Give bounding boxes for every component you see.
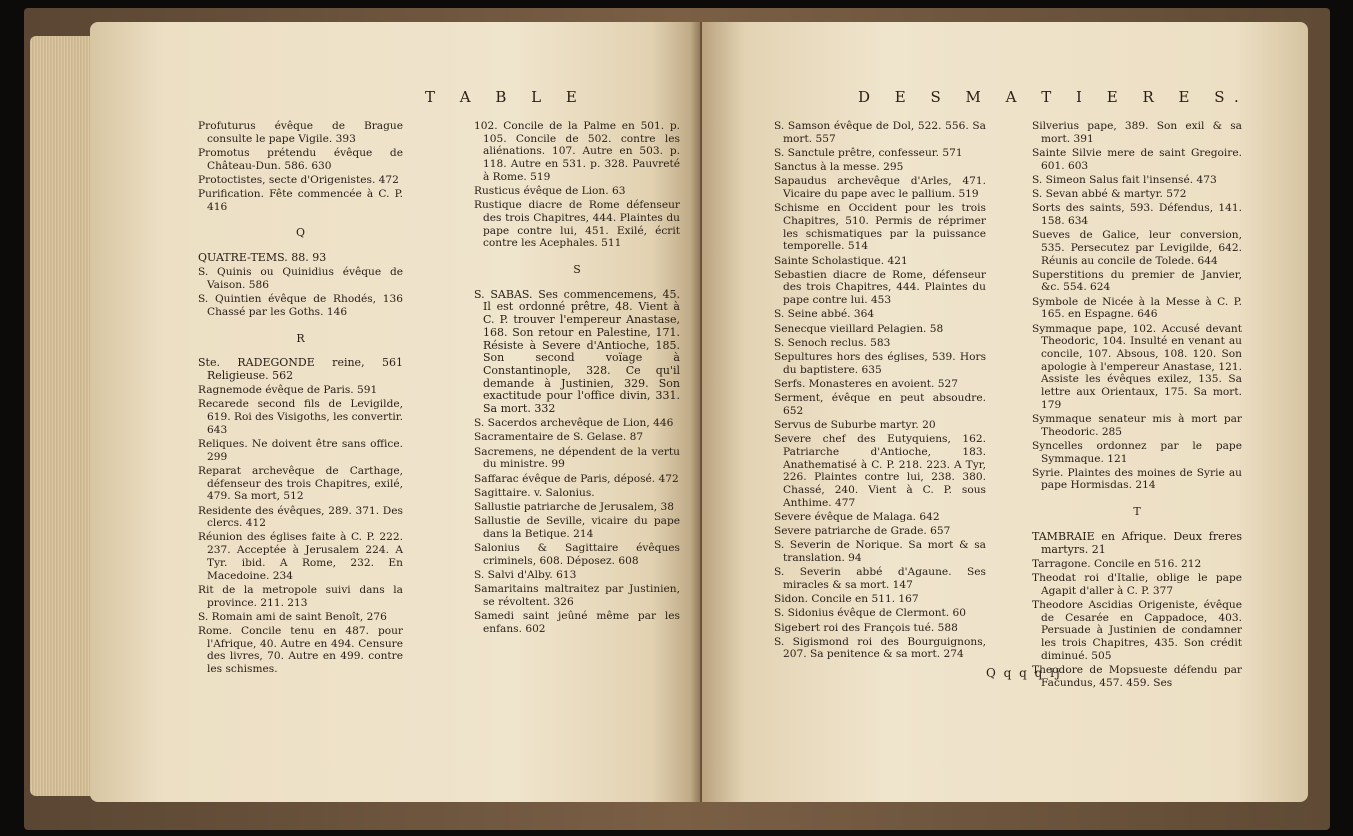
- running-head-right: D E S M A T I E R E S.: [858, 88, 1249, 106]
- entry: Severe chef des Eutyquiens, 162. Patriarche d'Antioche, 183. Anathematisé à C. P. 218. 223. A Tyr, 226. Plaintes contre lui, 238. 380. Chassé, 240. Vient à C. P. sous Anthime. 477: [774, 433, 986, 509]
- entry: Symbole de Nicée à la Messe à C. P. 165. en Espagne. 646: [1032, 295, 1242, 321]
- right-page: [702, 22, 1308, 802]
- entry: 102. Concile de la Palme en 501. p. 105. Concile de 502. contre les aliénations. 107. Autre en 503. p. 118. Autre en 531. p. 328. Pauvreté à Rome. 519: [474, 120, 680, 183]
- entry: S. Severin de Norique. Sa mort & sa translation. 94: [774, 539, 986, 564]
- section-letter-r: R: [296, 331, 305, 345]
- entry: QUATRE-TEMS. 88. 93: [198, 251, 327, 265]
- entry: Silverius pape, 389. Son exil & sa mort. 391: [1032, 120, 1242, 145]
- entry: S. Quinis ou Quinidius évêque de Vaison. 586: [198, 266, 403, 292]
- section-letter-q: Q: [295, 226, 306, 240]
- entry: Theodore de Mopsueste défendu par Facundus, 457. 459. Ses: [1032, 663, 1242, 689]
- entry: S. Sanctule prêtre, confesseur. 571: [774, 146, 963, 159]
- entry: Samaritains maltraitez par Justinien, se révoltent. 326: [474, 583, 680, 608]
- entry: S. Simeon Salus fait l'insensé. 473: [1032, 173, 1217, 186]
- entry: Sallustie patriarche de Jerusalem, 38: [474, 500, 674, 513]
- running-head-left: T A B L E: [425, 88, 587, 106]
- column-2: [474, 120, 680, 637]
- entry: Syrie. Plaintes des moines de Syrie au pape Hormisdas. 214: [1032, 466, 1242, 492]
- section-letter-s: S: [573, 263, 581, 277]
- section-letter-t: T: [1133, 505, 1141, 519]
- entry: Sepultures hors des églises, 539. Hors du baptistere. 635: [774, 350, 986, 376]
- entry: Reparat archevêque de Carthage, défenseur des trois Chapitres, exilé, 479. Sa mort, 512: [198, 464, 403, 503]
- entry: Senecque vieillard Pelagien. 58: [774, 322, 944, 335]
- entry: Sainte Silvie mere de saint Gregoire. 601. 603: [1032, 146, 1242, 172]
- entry: Theodore Ascidias Origeniste, évêque de Cesarée en Cappadoce, 403. Persuade à Justinien de condamner les trois Chapitres, 435. Son crédit diminué. 505: [1032, 598, 1242, 662]
- entry: S. Salvi d'Alby. 613: [474, 569, 577, 581]
- entry: S. Sacerdos archevêque de Lion, 446: [474, 417, 674, 430]
- entry: S. Romain ami de saint Benoît, 276: [198, 610, 387, 623]
- entry: S. Sidonius évêque de Clermont. 60: [774, 607, 966, 620]
- entry: Schisme en Occident pour les trois Chapitres, 510. Permis de réprimer les schismatiques par la puissance temporelle. 514: [774, 202, 986, 253]
- signature-mark: Q q q q ij: [986, 666, 1062, 680]
- entry: Rustique diacre de Rome défenseur des trois Chapitres, 444. Plaintes du pape contre lui, 451. Exilé, écrit contre les Acephales. 511: [474, 199, 680, 250]
- entry: Samedi saint jeûné même par les enfans. 602: [474, 610, 680, 635]
- entry: Serfs. Monasteres en avoient. 527: [774, 377, 958, 390]
- entry: Severe patriarche de Grade. 657: [774, 525, 951, 538]
- entry: Sacramentaire de S. Gelase. 87: [474, 431, 644, 444]
- entry: Ste. RADEGONDE reine, 561 Religieuse. 562: [198, 356, 403, 383]
- entry: Rusticus évêque de Lion. 63: [474, 185, 626, 198]
- entry: Recarede second fils de Levigilde, 619. Roi des Visigoths, les convertir. 643: [198, 398, 403, 436]
- entry: Sigebert roi des François tué. 588: [774, 621, 958, 634]
- entry: Serment, évêque en peut absoudre. 652: [774, 392, 986, 417]
- entry: Réunion des églises faite à C. P. 222. 237. Acceptée à Jerusalem 224. A Tyr. ibid. A Rome, 232. En Macedoine. 234: [198, 531, 403, 582]
- entry: Sapaudus archevêque d'Arles, 471. Vicaire du pape avec le pallium. 519: [774, 175, 986, 201]
- entry: S. Quintien évêque de Rhodés, 136 Chassé par les Goths. 146: [198, 293, 403, 318]
- entry: Residente des évêques, 289. 371. Des clercs. 412: [198, 504, 403, 530]
- column-4: [1032, 120, 1242, 691]
- entry: Salonius & Sagittaire évêques criminels, 608. Déposez. 608: [474, 542, 680, 567]
- entry: Symmaque senateur mis à mort par Theodoric. 285: [1032, 412, 1242, 438]
- column-3: [774, 120, 986, 663]
- entry: Sorts des saints, 593. Défendus, 141. 158. 634: [1032, 202, 1242, 227]
- entry: Severe évêque de Malaga. 642: [774, 510, 940, 523]
- entry: Ragnemode évêque de Paris. 591: [198, 384, 378, 397]
- left-page: [90, 22, 700, 802]
- entry: Sainte Scholastique. 421: [774, 254, 908, 267]
- entry: S. Samson évêque de Dol, 522. 556. Sa mort. 557: [774, 120, 986, 145]
- entry: S. SABAS. Ses commencemens, 45. Il est ordonné prêtre, 48. Vient à C. P. trouver l'empereur Anastase, 168. Son retour en Palestine, 171. Résiste à Severe d'Antioche, 185. Son second voïage à Constantinople, 328. Ce qu'il demande à Justinien, 329. Son exactitude pour l'office divin, 331. Sa mort. 332: [474, 287, 680, 416]
- entry: Superstitions du premier de Janvier, &c. 554. 624: [1032, 268, 1242, 294]
- entry: Sidon. Concile en 511. 167: [774, 593, 919, 606]
- entry: Sacremens, ne dépendent de la vertu du ministre. 99: [474, 445, 680, 471]
- entry: Sallustie de Seville, vicaire du pape dans la Betique. 214: [474, 515, 680, 540]
- entry: TAMBRAIE en Afrique. Deux freres martyrs. 21: [1032, 529, 1242, 556]
- entry: Sueves de Galice, leur conversion, 535. Persecutez par Levigilde, 642. Réunis au concile de Tolede. 644: [1032, 229, 1242, 267]
- entry: Sebastien diacre de Rome, défenseur des trois Chapitres, 444. Plaintes du pape contre lui. 453: [774, 268, 986, 307]
- entry: Promotus prétendu évêque de Château-Dun. 586. 630: [198, 146, 403, 172]
- entry: Rome. Concile tenu en 487. pour l'Afrique, 40. Autre en 494. Censure des livres, 70. Autre en 499. contre les schismes.: [198, 624, 403, 676]
- entry: S. Severin abbé d'Agaune. Ses miracles & sa mort. 147: [774, 566, 986, 591]
- entry: S. Seine abbé. 364: [774, 308, 875, 321]
- entry: Reliques. Ne doivent être sans office. 299: [198, 438, 403, 463]
- entry: S. Sevan abbé & martyr. 572: [1032, 188, 1187, 201]
- entry: Purification. Fête commencée à C. P. 416: [198, 188, 403, 213]
- entry: Protoctistes, secte d'Origenistes. 472: [198, 173, 399, 186]
- entry: S. Sigismond roi des Bourguignons, 207. Sa penitence & sa mort. 274: [774, 635, 986, 661]
- entry: Tarragone. Concile en 516. 212: [1032, 557, 1202, 570]
- entry: Rit de la metropole suivi dans la province. 211. 213: [198, 583, 403, 609]
- entry: Symmaque pape, 102. Accusé devant Theodoric, 104. Insulté en venant au concile, 107. Absous, 108. 120. Son apologie à l'empereur Anastase, 121. Assiste les évêques exilez, 135. Sa lettre aux Orientaux, 175. Sa mort. 179: [1032, 322, 1242, 411]
- entry: Theodat roi d'Italie, oblige le pape Agapit d'aller à C. P. 377: [1032, 572, 1242, 597]
- entry: Sagittaire. v. Salonius.: [474, 486, 595, 499]
- entry: Profuturus évêque de Brague consulte le pape Vigile. 393: [198, 120, 403, 145]
- entry: Syncelles ordonnez par le pape Symmaque. 121: [1032, 439, 1242, 465]
- column-1: [198, 120, 403, 677]
- entry: Servus de Suburbe martyr. 20: [774, 418, 936, 431]
- entry: S. Senoch reclus. 583: [774, 336, 891, 349]
- entry: Saffarac évêque de Paris, déposé. 472: [474, 472, 679, 485]
- entry: Sanctus à la messe. 295: [774, 161, 904, 174]
